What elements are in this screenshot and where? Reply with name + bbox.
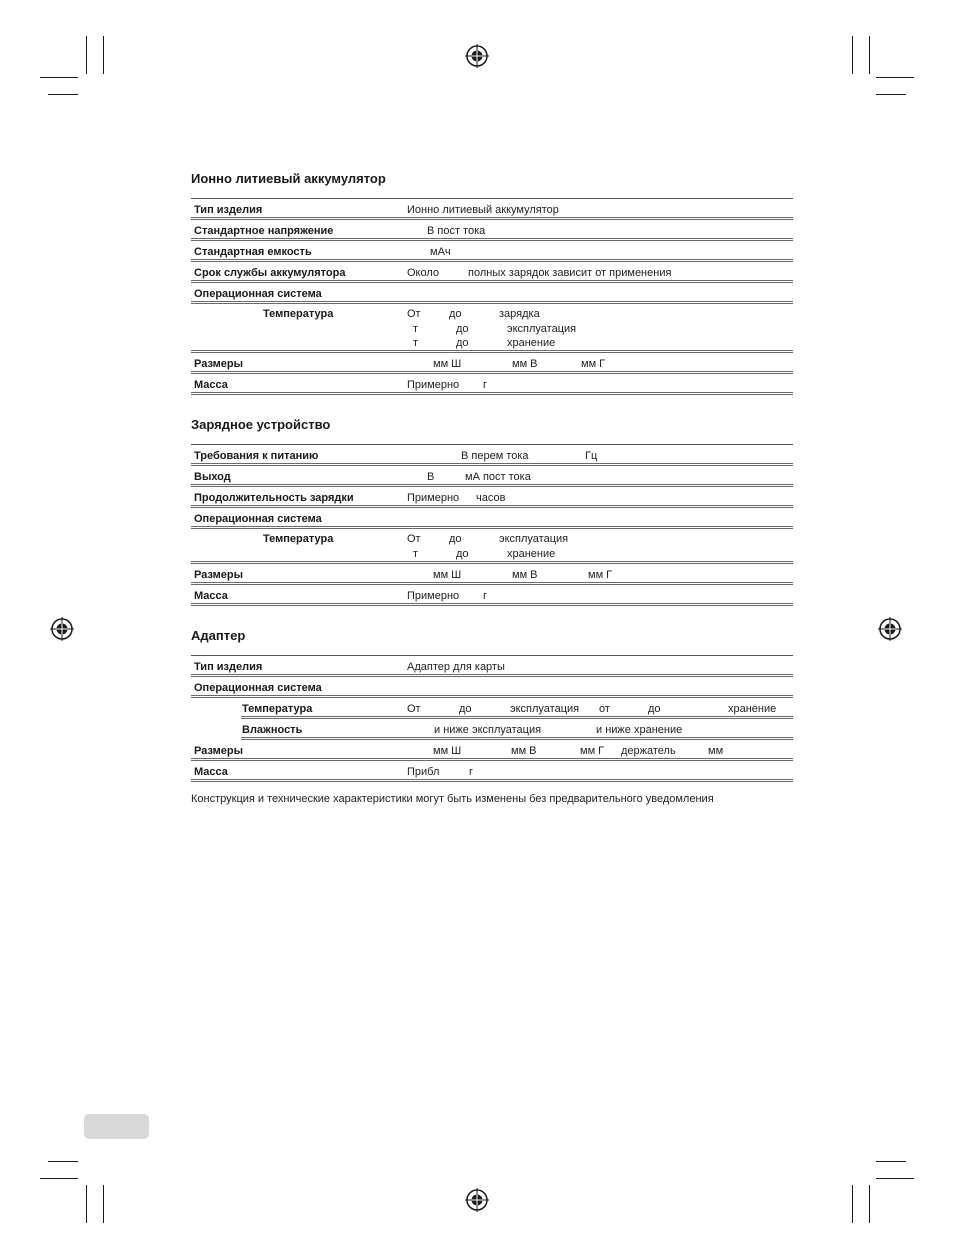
row-label: Срок службы аккумулятора (194, 267, 346, 279)
row-label: Тип изделия (194, 204, 263, 216)
table-row (191, 677, 793, 698)
registration-mark-icon (878, 617, 902, 641)
row-value: эксплуатация (499, 533, 569, 545)
row-value: до (456, 323, 469, 335)
table-row (191, 656, 793, 677)
row-label: Стандартное напряжение (194, 225, 334, 237)
row-value: хранение (507, 337, 556, 349)
row-value: г (483, 590, 488, 602)
table-row (241, 719, 793, 740)
spec-table-battery (191, 198, 793, 395)
section-title-adapter: Адаптер (191, 628, 246, 643)
row-label: Тип изделия (194, 661, 263, 673)
row-value: до (459, 703, 472, 715)
spec-table-adapter (191, 655, 793, 782)
row-value: эксплуатация (510, 703, 580, 715)
row-value: Прибл (407, 766, 440, 778)
row-value: Адаптер для карты (407, 661, 505, 673)
table-row (191, 740, 793, 761)
row-value: Ионно литиевый аккумулятор (407, 204, 559, 216)
table-row (191, 262, 793, 283)
row-value: и ниже эксплуатация (434, 724, 542, 736)
registration-mark-icon (50, 617, 74, 641)
section-title-charger: Зарядное устройство (191, 417, 331, 432)
table-row (191, 487, 793, 508)
table-row (241, 698, 793, 719)
row-value: В перем тока (461, 450, 529, 462)
row-label: Масса (194, 590, 228, 602)
row-label: Размеры (194, 569, 244, 581)
row-label: Размеры (194, 358, 244, 370)
row-value: эксплуатация (507, 323, 577, 335)
row-value: От (407, 308, 421, 320)
row-label: Размеры (194, 745, 244, 757)
table-row (191, 199, 793, 220)
row-label: Операционная система (194, 288, 322, 300)
row-label: Продолжительность зарядки (194, 492, 354, 504)
row-value: мм Г (580, 745, 605, 757)
row-value: т (413, 548, 419, 560)
row-value: Гц (585, 450, 598, 462)
row-value: держатель (621, 745, 676, 757)
row-value: мм В (512, 569, 538, 581)
row-value: до (648, 703, 661, 715)
row-value: г (469, 766, 474, 778)
row-label: Температура (242, 703, 313, 715)
registration-mark-icon (465, 44, 489, 68)
registration-mark-icon (465, 1188, 489, 1212)
row-value: От (407, 533, 421, 545)
table-row (191, 304, 793, 353)
row-label: Выход (194, 471, 231, 483)
page-number-tab (84, 1114, 149, 1139)
row-label: Масса (194, 766, 228, 778)
row-value: мм (708, 745, 724, 757)
row-value: от (599, 703, 610, 715)
row-value: мм В (511, 745, 537, 757)
row-value: мм В (512, 358, 538, 370)
row-value: т (413, 337, 419, 349)
row-value: хранение (507, 548, 556, 560)
section-title-battery: Ионно литиевый аккумулятор (191, 171, 386, 186)
row-value: Около (407, 267, 440, 279)
row-value: В (427, 471, 435, 483)
row-value: Примерно (407, 379, 460, 391)
row-label: Требования к питанию (194, 450, 319, 462)
table-row (191, 564, 793, 585)
row-value: до (449, 533, 462, 545)
row-value: хранение (728, 703, 777, 715)
row-value: мм Г (581, 358, 606, 370)
row-value: От (407, 703, 421, 715)
row-value: и ниже хранение (596, 724, 683, 736)
row-value: Примерно (407, 590, 460, 602)
spec-table-charger (191, 444, 793, 606)
row-value: до (449, 308, 462, 320)
row-value: часов (476, 492, 506, 504)
row-label: Стандартная емкость (194, 246, 312, 258)
row-value: Примерно (407, 492, 460, 504)
table-row (191, 283, 793, 304)
row-label: Температура (263, 308, 334, 320)
table-row (191, 761, 793, 782)
row-value: зарядка (499, 308, 540, 320)
table-row (191, 220, 793, 241)
row-value: мм Ш (433, 358, 462, 370)
row-value: мм Ш (433, 745, 462, 757)
row-value: т (413, 323, 419, 335)
table-row (191, 241, 793, 262)
table-row (191, 466, 793, 487)
row-value: до (456, 548, 469, 560)
row-label: Масса (194, 379, 228, 391)
spec-content (191, 170, 793, 805)
row-label: Температура (263, 533, 334, 545)
row-value: мм Г (588, 569, 613, 581)
row-value: мАч (430, 246, 451, 258)
row-label: Операционная система (194, 513, 322, 525)
row-value: до (456, 337, 469, 349)
footnote: Конструкция и технические характеристики могут быть изменены без предварительного уведомления (191, 793, 714, 805)
row-value: мм Ш (433, 569, 462, 581)
table-row (191, 508, 793, 529)
table-row (191, 445, 793, 466)
table-row (191, 529, 793, 564)
table-row (191, 353, 793, 374)
row-label: Влажность (242, 724, 303, 736)
row-value: полных зарядок зависит от применения (468, 267, 672, 279)
row-value: г (483, 379, 488, 391)
row-value: мА пост тока (465, 471, 531, 483)
row-value: В пост тока (427, 225, 486, 237)
row-label: Операционная система (194, 682, 322, 694)
table-row (191, 585, 793, 606)
table-row (191, 374, 793, 395)
